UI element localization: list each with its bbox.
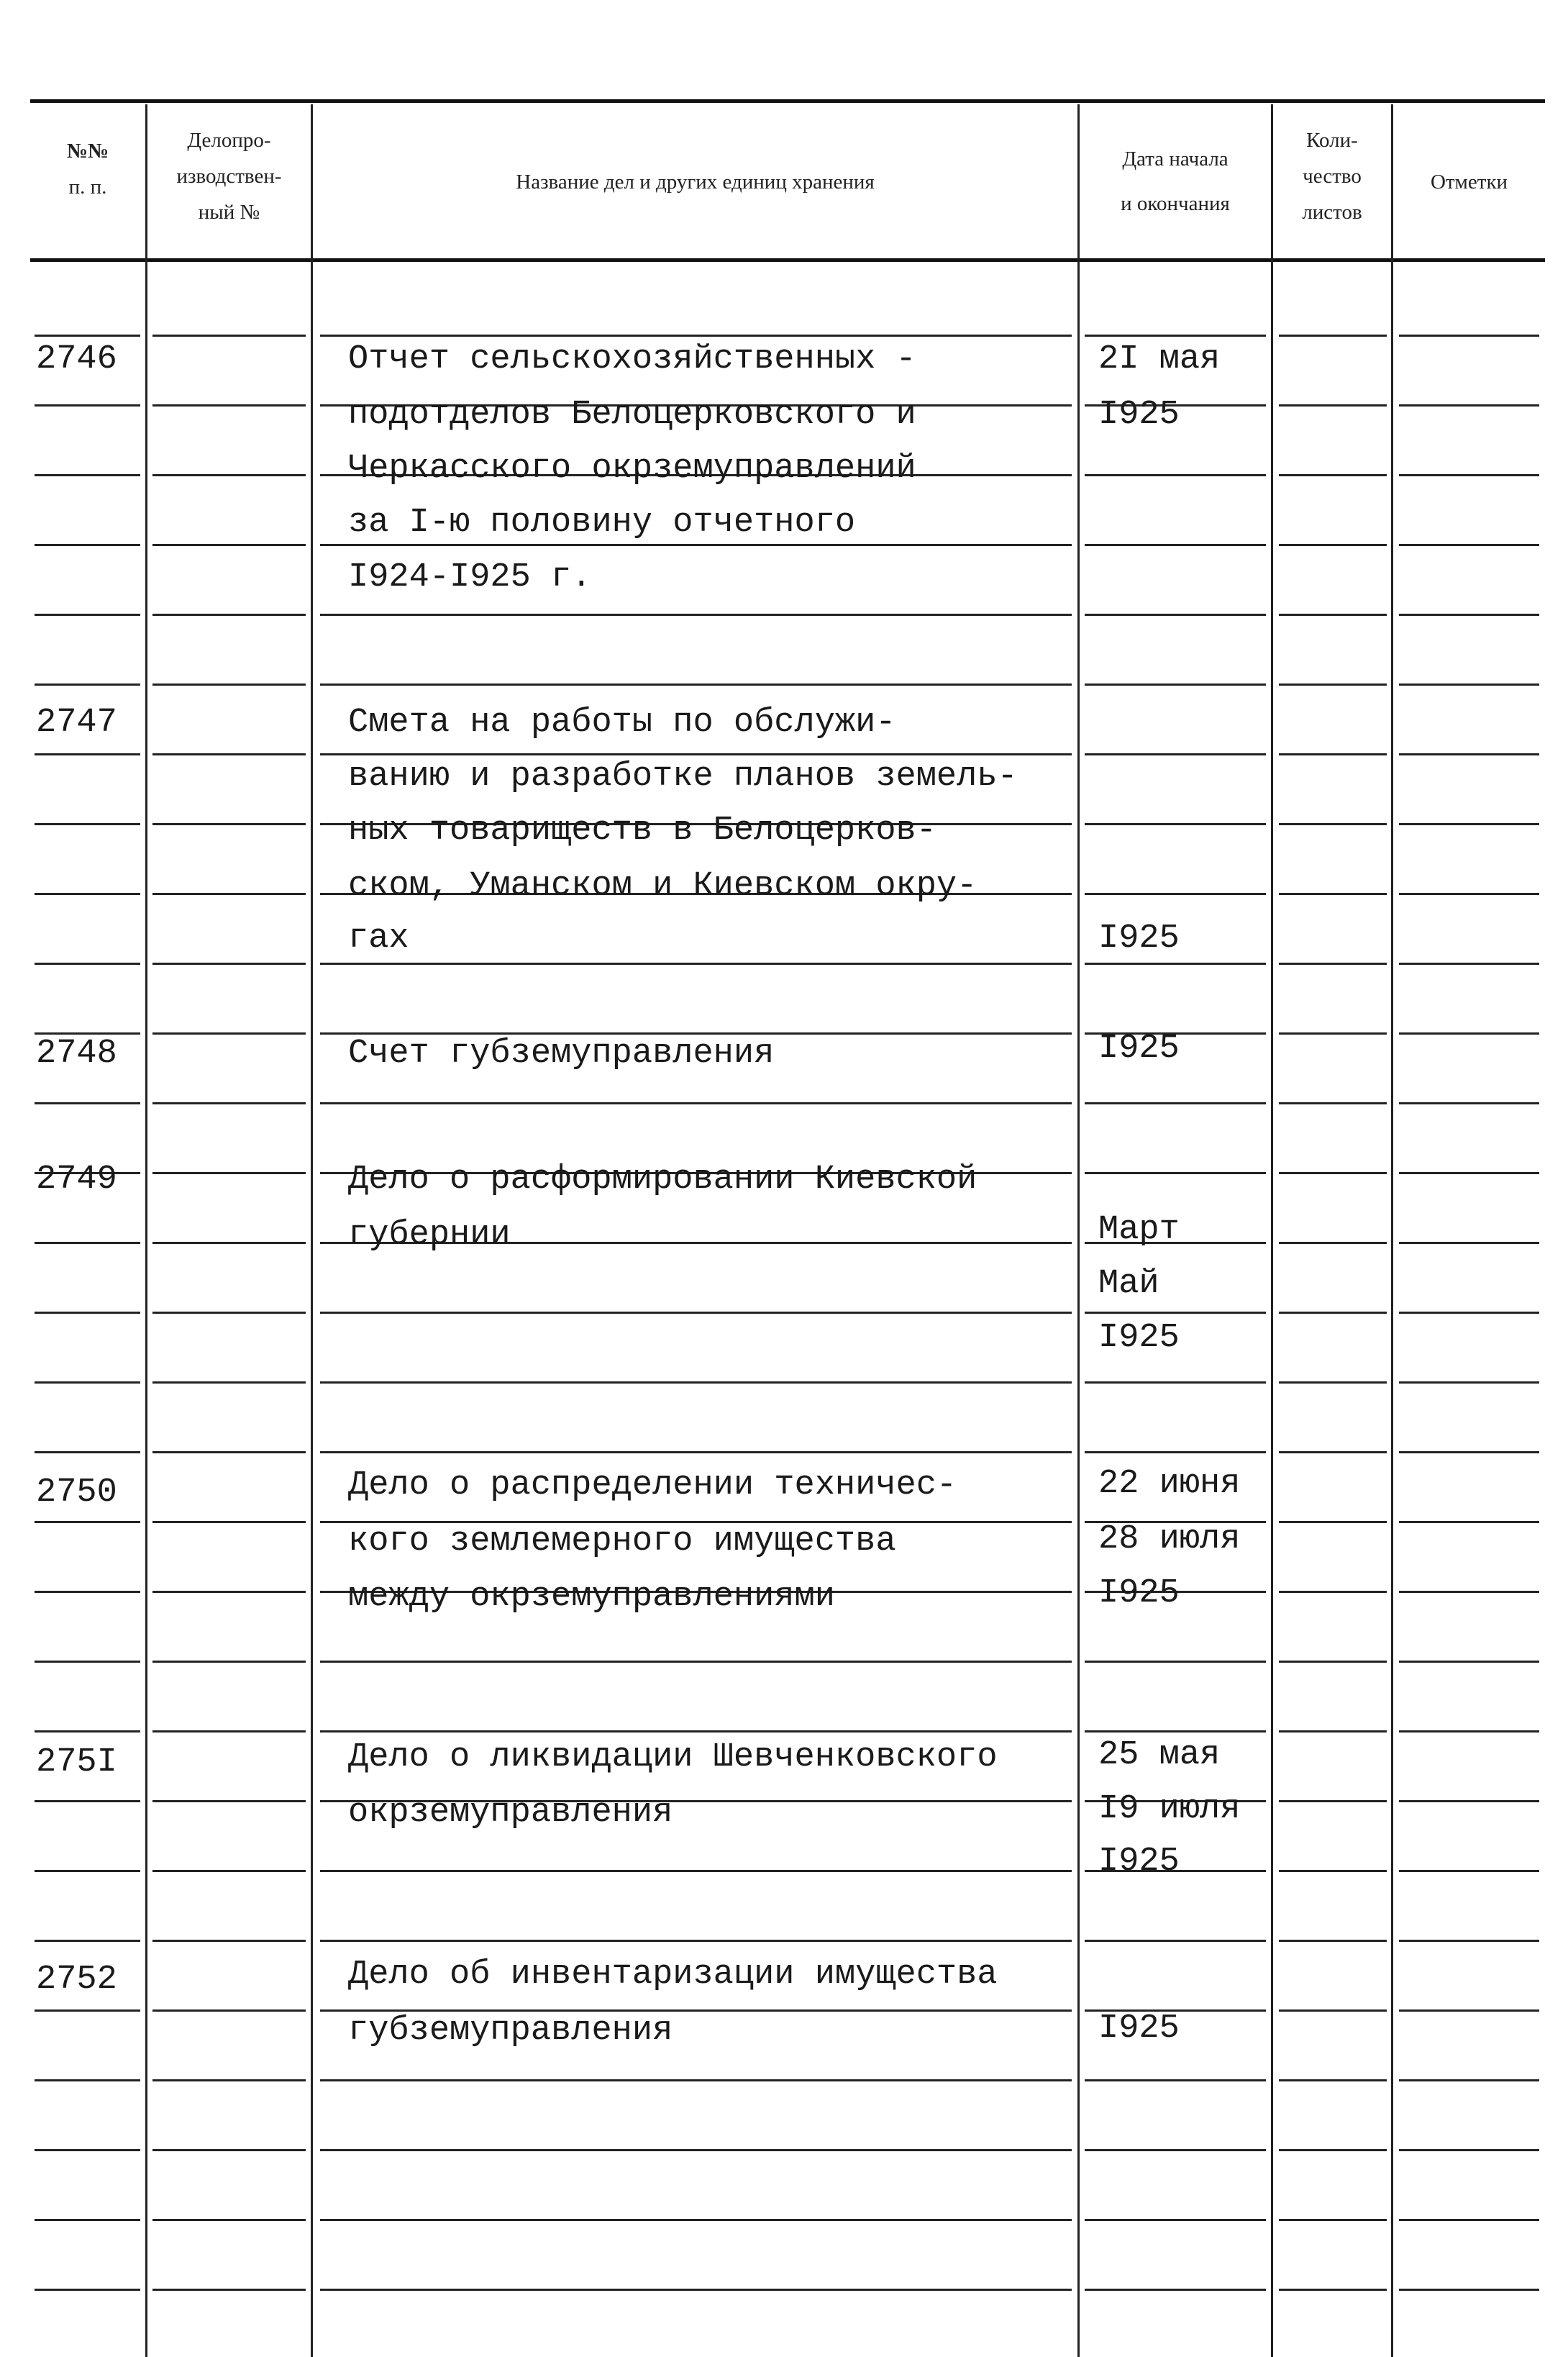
ruled-line [35,1451,140,1453]
ruled-line [152,1661,306,1663]
ruled-line [320,1870,1072,1872]
ruled-line [1399,1800,1539,1802]
ruled-line [1279,1661,1387,1663]
ruled-line [35,474,140,476]
entry-title-line: Черкасского окрземуправлений [348,450,916,488]
ruled-line [35,1381,140,1384]
ruled-line [1399,1730,1539,1732]
ruled-line [1399,1940,1539,1942]
ruled-line [35,1312,140,1314]
entry-date-line: 28 июля [1098,1520,1241,1558]
ruled-line [1279,1451,1387,1453]
ruled-line [1279,1242,1387,1244]
entry-number: 2750 [36,1473,117,1512]
ruled-line [1399,963,1539,965]
ruled-line [35,1940,140,1942]
entry-title-line: окрземуправления [348,1794,673,1832]
ruled-line [1279,1940,1387,1942]
ruled-line [1399,1032,1539,1035]
ruled-line [1279,2009,1387,2012]
entry-number: 2752 [36,1961,117,1999]
entry-date-line: Март [1098,1211,1180,1249]
ruled-line [1399,1870,1539,1872]
ruled-line [1399,1451,1539,1453]
header-text: Делопро- [187,129,271,152]
ruled-line [1279,684,1387,686]
ruled-line [320,1381,1072,1384]
entry-date-line: Май [1098,1265,1159,1303]
entry-date-line: I925 [1098,1574,1180,1612]
ruled-line [152,1242,306,1244]
entry-number: 2748 [36,1035,117,1073]
ruled-line [152,1172,306,1174]
ruled-line [152,963,306,965]
entry-title-line: Смета на работы по обслужи- [348,704,896,742]
column-divider [1271,104,1273,2357]
entry-title-line: за I-ю половину отчетного [348,504,856,542]
ruled-line [320,1661,1072,1663]
ruled-line [35,2149,140,2151]
header-text: листов [1302,201,1362,224]
ruled-line [152,684,306,686]
ruled-line [1279,1870,1387,1872]
ruled-line [1399,474,1539,476]
header-text: Отметки [1430,171,1508,194]
ruled-line [1085,1102,1266,1104]
ruled-line [152,1591,306,1593]
entry-title-line: между окрземуправлениями [348,1578,835,1616]
ruled-line [1279,823,1387,825]
ruled-line [1399,1381,1539,1384]
entry-title-line: Дело о расформировании Киевской [348,1161,977,1199]
ruled-line [1399,2219,1539,2221]
ruled-line [1085,1451,1266,1453]
column-divider [1391,104,1393,2357]
ruled-line [35,544,140,546]
ruled-line [320,1730,1072,1732]
ruled-line [152,753,306,755]
ruled-line [1279,1312,1387,1314]
ruled-line [320,2219,1072,2221]
entry-date-line: 2I мая [1098,340,1221,378]
ruled-line [1085,2149,1266,2151]
ruled-line [1085,1940,1266,1942]
ruled-line [1085,823,1266,825]
entry-title-line: ванию и разработке планов земель- [348,758,1018,796]
ruled-line [1279,1032,1387,1035]
ruled-line [35,2219,140,2221]
entry-date-line: I925 [1098,396,1180,434]
ruled-line [152,2219,306,2221]
entry-date-line: I9 июля [1098,1790,1241,1828]
entry-date-line: 22 июня [1098,1465,1241,1503]
ruled-line [152,1800,306,1802]
ruled-line [1279,2149,1387,2151]
header-col-title [313,164,1077,200]
ruled-line [152,2289,306,2291]
ruled-line [1085,1661,1266,1663]
ruled-line [152,2009,306,2012]
ruled-line [1279,2079,1387,2081]
header-bottom-border [30,258,1545,262]
entry-number: 2747 [36,704,117,742]
ruled-line [35,1591,140,1593]
ruled-line [35,823,140,825]
ruled-line [152,1102,306,1104]
ruled-line [1279,753,1387,755]
ruled-line [320,963,1072,965]
ruled-line [320,684,1072,686]
ruled-line [1399,1591,1539,1593]
header-col-dates [1080,137,1271,226]
ruled-line [152,614,306,616]
header-top-border [30,99,1545,103]
header-text: №№ [66,140,109,163]
ruled-line [1085,893,1266,895]
ruled-line [1279,404,1387,407]
ruled-line [1085,1381,1266,1384]
ruled-line [152,1381,306,1384]
header-col-sheets [1273,122,1391,230]
ruled-line [1399,1661,1539,1663]
entry-title-line: подотделов Белоцерковского и [348,396,916,434]
ruled-line [1085,2079,1266,2081]
ruled-line [1085,335,1266,337]
ruled-line [1279,335,1387,337]
entry-title-line: гах [348,919,409,958]
ruled-line [1085,614,1266,616]
ruled-line [1399,823,1539,825]
ruled-line [35,1102,140,1104]
ruled-line [1399,893,1539,895]
entry-number: 275I [36,1743,117,1781]
entry-date-line: I925 [1098,1843,1180,1881]
ruled-line [1399,404,1539,407]
ruled-line [1399,544,1539,546]
ruled-line [1279,893,1387,895]
ruled-line [152,1870,306,1872]
ruled-line [1085,963,1266,965]
ruled-line [320,1102,1072,1104]
header-text: и окончания [1121,192,1230,215]
ruled-line [35,1521,140,1523]
entry-title-line: Дело о ликвидации Шевченковского [348,1738,998,1776]
ruled-line [35,1730,140,1732]
entry-title-line: Отчет сельскохозяйственных - [348,340,916,378]
ruled-line [1279,1521,1387,1523]
ruled-line [35,1661,140,1663]
ruled-line [35,893,140,895]
entry-title-line: I924-I925 г. [348,558,592,596]
ruled-line [152,1312,306,1314]
header-col-office-number [147,122,311,230]
ruled-line [152,2079,306,2081]
entry-title-line: губернии [348,1216,511,1254]
ruled-line [1279,1800,1387,1802]
ruled-line [320,2289,1072,2291]
ruled-line [1279,474,1387,476]
ruled-line [152,404,306,407]
header-text: изводствен- [176,165,282,188]
header-text: Дата начала [1122,147,1229,171]
ruled-line [1279,544,1387,546]
ruled-line [1399,1102,1539,1104]
ruled-line [35,1242,140,1244]
ruled-line [152,1940,306,1942]
ruled-line [1085,544,1266,546]
ruled-line [1085,684,1266,686]
ruled-line [152,823,306,825]
ruled-line [1279,614,1387,616]
ruled-line [1279,2289,1387,2291]
entry-title-line: кого землемерного имущества [348,1522,896,1561]
entry-title-line: ском, Уманском и Киевском окру- [348,867,977,905]
header-col-number [30,133,145,205]
ruled-line [1085,1730,1266,1732]
ruled-line [1085,2219,1266,2221]
ruled-line [1085,753,1266,755]
ruled-line [152,1730,306,1732]
ruled-line [1085,2289,1266,2291]
header-text: чество [1303,165,1362,188]
ruled-line [1085,474,1266,476]
ruled-line [320,1940,1072,1942]
ruled-line [152,544,306,546]
ruled-line [1399,2079,1539,2081]
entry-title-line: губземуправления [348,2012,673,2050]
ruled-line [1399,1521,1539,1523]
ruled-line [1399,1242,1539,1244]
ruled-line [35,2079,140,2081]
ruled-line [35,684,140,686]
ruled-line [35,963,140,965]
ruled-line [35,335,140,337]
entry-title-line: ных товариществ в Белоцерков- [348,812,936,850]
ruled-line [152,474,306,476]
ruled-line [1399,1172,1539,1174]
ruled-line [320,2149,1072,2151]
ruled-line [1279,1172,1387,1174]
ruled-line [320,2079,1072,2081]
ruled-line [152,893,306,895]
ruled-line [152,1521,306,1523]
ruled-line [1399,614,1539,616]
ruled-line [152,2149,306,2151]
ruled-line [1399,753,1539,755]
header-text: Название дел и других единиц хранения [516,171,875,194]
ruled-line [1279,963,1387,965]
ruled-line [320,1451,1072,1453]
ruled-line [35,614,140,616]
ruled-line [1085,1312,1266,1314]
entry-date-line: I925 [1098,1030,1180,1068]
ruled-line [1399,2009,1539,2012]
entry-number: 2746 [36,340,117,378]
ruled-line [1279,1591,1387,1593]
entry-date-line: I925 [1098,2009,1180,2048]
column-divider [1077,104,1080,2357]
ruled-line [35,753,140,755]
ruled-line [1085,1172,1266,1174]
ruled-line [1279,1381,1387,1384]
entry-date-line: I925 [1098,1319,1180,1357]
column-divider [145,104,147,2357]
ruled-line [1279,1730,1387,1732]
ruled-line [1279,2219,1387,2221]
header-col-notes [1393,164,1545,200]
entry-title-line: Дело о распределении техничес- [348,1466,957,1504]
header-text: п. п. [68,176,107,199]
ruled-line [1399,335,1539,337]
ruled-line [1399,2149,1539,2151]
ruled-line [35,2289,140,2291]
entry-title-line: Дело об инвентаризации имущества [348,1956,998,1994]
ruled-line [35,404,140,407]
ruled-line [320,614,1072,616]
entry-date-line: 25 мая [1098,1736,1221,1774]
ruled-line [35,1800,140,1802]
ruled-line [152,1032,306,1035]
ruled-line [152,335,306,337]
header-text: ный № [198,201,260,224]
ruled-line [320,335,1072,337]
entry-date-line: I925 [1098,919,1180,958]
ruled-line [320,1312,1072,1314]
ruled-line [35,2009,140,2012]
ruled-line [1399,684,1539,686]
column-divider [311,104,313,2357]
ruled-line [1279,1102,1387,1104]
entry-title-line: Счет губземуправления [348,1035,775,1073]
header-text: Коли- [1306,129,1358,152]
entry-number: 2749 [36,1161,117,1199]
ruled-line [152,1451,306,1453]
ruled-line [1399,2289,1539,2291]
ruled-line [1399,1312,1539,1314]
ruled-line [35,1870,140,1872]
